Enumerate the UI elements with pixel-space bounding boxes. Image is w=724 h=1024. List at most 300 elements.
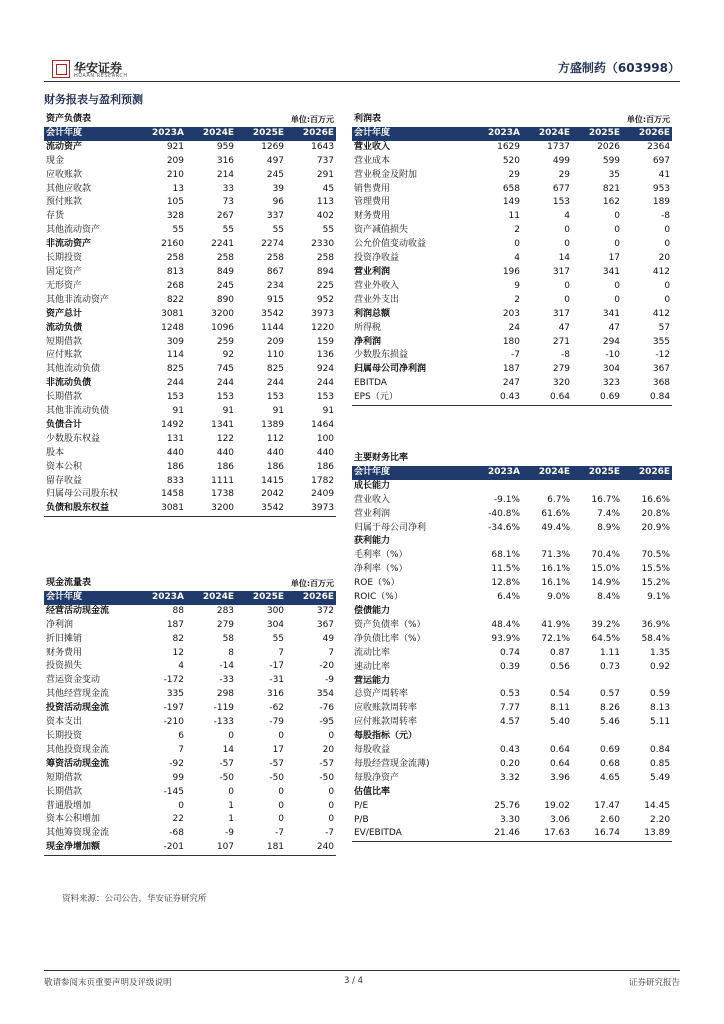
cell-value: 91 — [222, 406, 235, 417]
cell-value: 1144 — [261, 322, 285, 333]
cell-value: 316 — [266, 689, 285, 700]
row-label: 财务费用 — [46, 647, 83, 658]
cell-value: 267 — [216, 211, 235, 222]
cell-value: 0.53 — [499, 689, 520, 700]
cell-value: 114 — [166, 350, 184, 361]
cell-value: 0 — [278, 786, 285, 797]
cell-value: 0.56 — [549, 661, 570, 672]
table-row — [44, 419, 336, 433]
table-row — [44, 196, 336, 210]
row-label: 存货 — [46, 211, 65, 222]
cell-value: 0 — [228, 730, 235, 741]
cell-value: 268 — [166, 280, 184, 291]
cell-value: 355 — [652, 336, 671, 347]
row-label: 流动资产 — [46, 141, 83, 152]
company-title: 方盛制药（603998） — [557, 61, 680, 75]
column-header: 2024E — [522, 466, 572, 480]
cell-value: 0 — [564, 280, 571, 291]
cell-value: -172 — [163, 675, 184, 686]
cell-value: -201 — [136, 841, 186, 855]
cell-value: 2042 — [261, 489, 285, 500]
cell-value — [522, 786, 572, 800]
cell-value: 341 — [602, 266, 621, 277]
cell-value: 8.11 — [549, 703, 570, 714]
table-title: 现金流量表 — [46, 578, 92, 588]
cell-value: 317 — [552, 308, 571, 319]
cell-value: 162 — [602, 197, 621, 208]
cell-value: 372 — [316, 605, 335, 616]
cell-value: 0.39 — [499, 661, 520, 672]
table-row — [352, 535, 672, 549]
table-row — [352, 563, 672, 577]
cell-value: 258 — [166, 253, 184, 264]
row-label: 资产负债率（%） — [354, 619, 426, 630]
table-row — [352, 196, 672, 210]
cell-value: -9 — [225, 828, 235, 839]
cell-value: 4 — [514, 253, 520, 264]
cell-value: 1738 — [211, 489, 235, 500]
table-row — [352, 800, 672, 814]
cell-value: 41 — [658, 169, 671, 180]
row-label: 营运资金变动 — [46, 675, 101, 686]
table-row — [352, 772, 672, 786]
table-row — [352, 702, 672, 716]
cell-value: 244 — [166, 378, 184, 389]
cell-value: 3973 — [286, 502, 336, 516]
cell-value: 3081 — [161, 308, 184, 319]
cell-value: 6.7% — [547, 494, 570, 505]
cell-value — [572, 675, 622, 689]
table-row — [44, 475, 336, 489]
table-row — [352, 619, 672, 633]
table-row — [352, 827, 672, 841]
cell-value: 2160 — [161, 239, 184, 250]
cell-value: 894 — [316, 266, 335, 277]
cell-value: 0.64 — [549, 758, 570, 769]
cell-value: 0 — [278, 800, 285, 811]
row-label: 速动比率 — [354, 661, 391, 672]
cell-value: 7.77 — [499, 703, 520, 714]
cell-value: 100 — [316, 433, 335, 444]
cell-value: 92 — [222, 350, 235, 361]
cell-value: 1248 — [161, 322, 184, 333]
disclaimer-link: 敬请参阅末页重要声明及评级说明 — [44, 978, 172, 988]
cell-value: -14 — [219, 661, 235, 672]
cell-value: -145 — [163, 786, 184, 797]
cell-value — [622, 605, 672, 619]
cell-value: -9.1% — [493, 494, 520, 505]
cell-value — [572, 786, 622, 800]
cell-value: 16.7% — [591, 494, 620, 505]
cell-value: 0.69 — [599, 745, 620, 756]
cell-value: 153 — [552, 197, 571, 208]
row-label: 股本 — [46, 447, 65, 458]
cell-value: 258 — [216, 253, 235, 264]
cell-value: 153 — [266, 392, 285, 403]
row-label: 营业成本 — [354, 155, 391, 166]
cell-value: 320 — [552, 378, 571, 389]
page-number: 3 / 4 — [344, 976, 364, 986]
row-label: 长期借款 — [46, 392, 83, 403]
cell-value: 112 — [266, 433, 285, 444]
cell-value: 48.4% — [491, 619, 520, 630]
cell-value — [572, 535, 622, 549]
cell-value: 1737 — [547, 141, 571, 152]
cell-value: 0.43 — [472, 391, 522, 405]
cell-value: 499 — [552, 155, 571, 166]
row-label: P/E — [354, 800, 369, 811]
cell-value: 9 — [514, 280, 520, 291]
row-label: 每股净资产 — [354, 772, 400, 783]
cell-value: 599 — [602, 155, 621, 166]
table-row — [44, 488, 336, 502]
cell-value: -197 — [163, 703, 184, 714]
cell-value: 105 — [166, 197, 184, 208]
cell-value: 21.46 — [472, 827, 522, 841]
cell-value: 16.1% — [541, 578, 570, 589]
table-row — [352, 294, 672, 308]
cell-value: 0.59 — [650, 689, 671, 700]
cell-value: 41.9% — [541, 619, 570, 630]
cell-value: 5.46 — [599, 717, 620, 728]
cell-value: 813 — [166, 266, 184, 277]
cell-value: 440 — [216, 447, 235, 458]
cell-value: 8.13 — [650, 703, 671, 714]
cell-value: 821 — [602, 183, 621, 194]
cell-value: 2 — [514, 294, 520, 305]
column-header: 2024E — [186, 591, 236, 605]
cell-value: 14 — [558, 253, 571, 264]
table-row — [44, 377, 336, 391]
cell-value: 113 — [316, 197, 335, 208]
row-label: 筹资活动现金流 — [46, 758, 110, 769]
row-label: 其他非流动负债 — [46, 406, 110, 417]
cell-value: 55 — [272, 225, 285, 236]
cell-value: 335 — [166, 689, 184, 700]
cell-value: 0 — [328, 814, 335, 825]
cell-value: 3081 — [136, 502, 186, 516]
table-title: 主要财务比率 — [354, 453, 409, 463]
cell-value: 867 — [266, 266, 285, 277]
cell-value: -10 — [605, 350, 621, 361]
row-label: 应付账款 — [46, 350, 83, 361]
row-label: 成长能力 — [354, 480, 391, 491]
cell-value: 214 — [216, 169, 235, 180]
cell-value: 110 — [266, 350, 285, 361]
row-label: ROE（%） — [354, 578, 400, 589]
cell-value: 0.92 — [650, 661, 671, 672]
table-row — [352, 522, 672, 536]
cell-value: 412 — [652, 266, 671, 277]
cell-value: 3542 — [261, 308, 285, 319]
balance-sheet-table — [44, 113, 336, 517]
row-label: EV/EBITDA — [352, 827, 472, 841]
cell-value: 337 — [266, 211, 285, 222]
cell-value: 0.64 — [549, 745, 570, 756]
table-row — [44, 786, 336, 800]
cell-value: -9 — [325, 675, 335, 686]
cell-value: 58.4% — [641, 633, 671, 644]
cell-value: 0 — [278, 730, 285, 741]
cell-value: 0.84 — [622, 391, 672, 405]
cell-value: 309 — [166, 336, 184, 347]
cell-value: 4 — [178, 661, 184, 672]
cell-value: 45 — [322, 183, 335, 194]
table-row — [44, 800, 336, 814]
cell-value — [472, 605, 522, 619]
cell-value: 0.69 — [572, 391, 622, 405]
cell-value: 1.11 — [599, 647, 620, 658]
table-row — [44, 391, 336, 405]
table-row — [44, 294, 336, 308]
cell-value: 1629 — [497, 141, 520, 152]
row-label: 留存收益 — [46, 475, 83, 486]
table-title: 利润表 — [354, 114, 382, 124]
cell-value: 11 — [508, 211, 520, 222]
cell-value: 20.9% — [641, 522, 671, 533]
row-label: ROIC（%） — [354, 592, 403, 603]
cell-value: 55 — [172, 225, 184, 236]
column-header: 2025E — [236, 127, 286, 141]
column-header: 2025E — [236, 591, 286, 605]
table-row — [352, 210, 672, 224]
column-header: 2026E — [286, 127, 336, 141]
cell-value: 17 — [272, 744, 285, 755]
cell-value: 4 — [564, 211, 571, 222]
cell-value: 8.4% — [597, 592, 620, 603]
cell-value: 0.43 — [499, 745, 520, 756]
row-label: 每股收益 — [354, 745, 391, 756]
cell-value: 0 — [278, 814, 285, 825]
cell-value: 915 — [266, 294, 285, 305]
cell-value — [622, 675, 672, 689]
row-label: 营业收入 — [354, 494, 391, 505]
cell-value: 0.74 — [499, 647, 520, 658]
cell-value: 240 — [286, 841, 336, 855]
cell-value: 0 — [664, 239, 671, 250]
table-row — [44, 674, 336, 688]
table-row — [44, 502, 336, 516]
table-unit: 单位:百万元 — [290, 579, 335, 588]
cell-value: 304 — [602, 364, 621, 375]
row-label: 非流动负债 — [46, 378, 92, 389]
cell-value: 294 — [602, 336, 621, 347]
table-row — [352, 169, 672, 183]
cell-value: 12 — [172, 647, 184, 658]
column-header: 会计年度 — [352, 466, 472, 480]
cell-value: 5.11 — [650, 717, 671, 728]
section-title: 财务报表与盈利预测 — [44, 93, 143, 106]
cell-value: 440 — [316, 447, 335, 458]
cell-value: 20.8% — [641, 508, 671, 519]
cell-value: 39.2% — [591, 619, 620, 630]
cell-value: 291 — [316, 169, 335, 180]
cell-value: 316 — [216, 155, 235, 166]
cell-value: 298 — [216, 689, 235, 700]
cell-value: 2330 — [311, 239, 335, 250]
row-label: 流动负债 — [46, 322, 83, 333]
row-label: 营业利润 — [354, 266, 391, 277]
table-row — [352, 605, 672, 619]
table-row — [44, 141, 336, 155]
row-label: 销售费用 — [354, 183, 391, 194]
cell-value: 0.84 — [650, 745, 671, 756]
cell-value: 29 — [508, 169, 520, 180]
cell-value: -62 — [269, 703, 285, 714]
cell-value: -68 — [169, 828, 184, 839]
table-row — [352, 266, 672, 280]
table-row — [352, 363, 672, 377]
cell-value — [522, 730, 572, 744]
cell-value: 0 — [614, 239, 621, 250]
cell-value: 245 — [266, 169, 285, 180]
cell-value: 20 — [658, 253, 671, 264]
row-label: 其他经营现金流 — [46, 689, 110, 700]
table-row — [44, 647, 336, 661]
cell-value: 959 — [216, 141, 235, 152]
table-row — [44, 433, 336, 447]
cell-value: -50 — [319, 772, 335, 783]
table-row — [352, 730, 672, 744]
cell-value: 1458 — [161, 489, 184, 500]
cell-value: 658 — [502, 183, 520, 194]
cell-value: 14 — [222, 744, 235, 755]
cell-value: 187 — [166, 619, 184, 630]
row-label: 资本支出 — [46, 717, 83, 728]
cell-value: 136 — [316, 350, 335, 361]
row-label: 归属母公司股东权 — [46, 489, 119, 500]
report-type: 证券研究报告 — [628, 978, 680, 988]
row-label: 净利润 — [354, 336, 382, 347]
cell-value: 55 — [322, 225, 335, 236]
cell-value: 3542 — [236, 502, 286, 516]
row-label: 普通股增加 — [46, 800, 92, 811]
header-divider — [44, 81, 680, 82]
cell-value: 849 — [216, 266, 235, 277]
row-label: 其他投资现金流 — [46, 744, 110, 755]
cell-value: -50 — [269, 772, 285, 783]
cell-value: 2241 — [211, 239, 235, 250]
cell-value: 245 — [216, 280, 235, 291]
row-label: 其他应收款 — [46, 183, 92, 194]
cell-value: 0.73 — [599, 661, 620, 672]
table-row — [44, 633, 336, 647]
cell-value: 25.76 — [494, 800, 520, 811]
cell-value: -33 — [219, 675, 235, 686]
table-row — [352, 480, 672, 494]
row-label: 长期投资 — [46, 253, 83, 264]
row-label: 应付账款周转率 — [354, 717, 418, 728]
cell-value — [572, 730, 622, 744]
column-header: 2026E — [622, 127, 672, 141]
cell-value: 203 — [502, 308, 520, 319]
cell-value: 0 — [564, 225, 571, 236]
cell-value: 181 — [236, 841, 286, 855]
row-label: 营业外收入 — [354, 280, 400, 291]
cell-value: 1492 — [161, 419, 184, 430]
cell-value: 13.89 — [622, 827, 672, 841]
cell-value: 822 — [166, 294, 184, 305]
cell-value: 6.4% — [497, 592, 520, 603]
cell-value: 68.1% — [491, 550, 520, 561]
column-header: 会计年度 — [44, 127, 136, 141]
cell-value: 258 — [316, 253, 335, 264]
cell-value: 186 — [166, 461, 184, 472]
cell-value: 745 — [216, 364, 235, 375]
row-label: 营运能力 — [354, 675, 391, 686]
cell-value: 82 — [172, 633, 184, 644]
row-label: 资产总计 — [46, 308, 83, 319]
cell-value: 7 — [178, 744, 184, 755]
cell-value: 49.4% — [541, 522, 570, 533]
cell-value: -50 — [219, 772, 235, 783]
cell-value: 186 — [266, 461, 285, 472]
cell-value: 3200 — [186, 502, 236, 516]
table-row — [44, 619, 336, 633]
table-title: 资产负债表 — [46, 114, 92, 124]
cell-value: -57 — [319, 758, 335, 769]
cell-value: 1 — [228, 800, 235, 811]
row-label: EPS（元） — [352, 391, 472, 405]
row-label: 净利率（%） — [354, 564, 408, 575]
cell-value: 17.47 — [594, 800, 620, 811]
table-row — [352, 814, 672, 828]
row-label: 其他流动资产 — [46, 225, 101, 236]
cell-value: 58 — [222, 633, 235, 644]
page-header — [44, 58, 680, 82]
row-label: 资产减值损失 — [354, 225, 409, 236]
cell-value: -12 — [655, 350, 671, 361]
cell-value: 737 — [316, 155, 335, 166]
row-label: 营业税金及附加 — [354, 169, 418, 180]
cell-value: 0 — [228, 786, 235, 797]
table-row — [44, 363, 336, 377]
cell-value: 0 — [564, 294, 571, 305]
cell-value: 2364 — [647, 141, 671, 152]
table-row — [44, 772, 336, 786]
cell-value — [622, 535, 672, 549]
cell-value: 2 — [514, 225, 520, 236]
column-header: 2023A — [472, 466, 522, 480]
table-row — [352, 377, 672, 391]
table-row — [352, 549, 672, 563]
table-row — [44, 224, 336, 238]
cell-value: 244 — [216, 378, 235, 389]
table-row — [44, 447, 336, 461]
cell-value: 91 — [172, 406, 184, 417]
cell-value: 1 — [228, 814, 235, 825]
table-row — [352, 308, 672, 322]
row-label: 获利能力 — [354, 536, 391, 547]
row-label: 负债和股东权益 — [44, 502, 136, 516]
table-row — [44, 841, 336, 855]
cell-value: 328 — [166, 211, 184, 222]
cell-value: 6 — [178, 730, 184, 741]
cell-value: 0 — [614, 294, 621, 305]
cell-value: 0 — [178, 800, 184, 811]
cell-value: 0.87 — [549, 647, 570, 658]
cell-value: 0.57 — [599, 689, 620, 700]
row-label: 负债合计 — [46, 419, 83, 430]
table-row — [44, 702, 336, 716]
cell-value: 244 — [266, 378, 285, 389]
cell-value: -8 — [561, 350, 571, 361]
table-row — [352, 280, 672, 294]
table-row — [44, 280, 336, 294]
cell-value: 8 — [228, 647, 235, 658]
cell-value: 279 — [552, 364, 571, 375]
cell-value: -119 — [213, 703, 235, 714]
